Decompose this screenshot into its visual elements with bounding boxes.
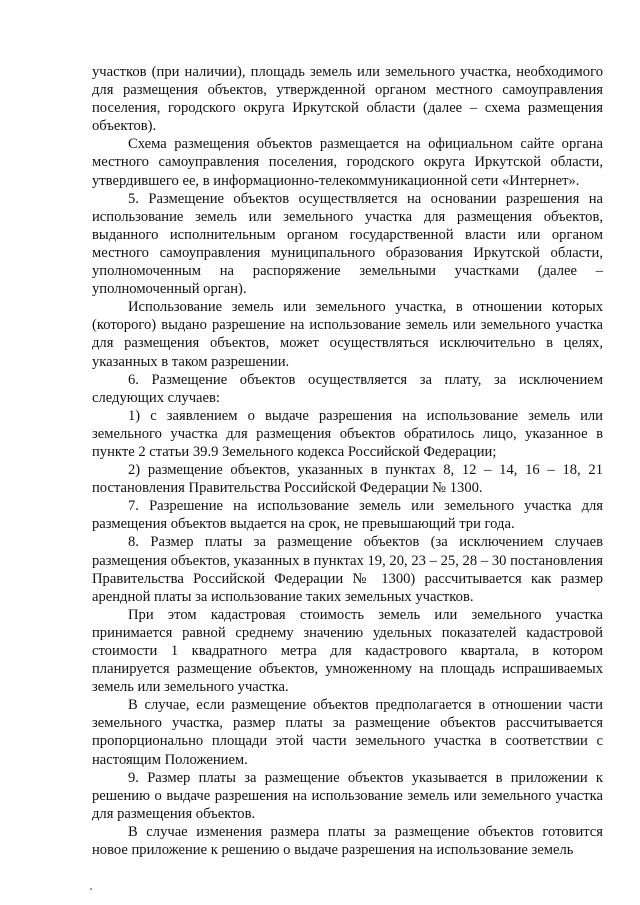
paragraph: 2) размещение объектов, указанных в пунктах 8, 12 – 14, 16 – 18, 21 постановления Правительства Российской Федерации № 1300. (92, 462, 603, 497)
scan-speck (90, 888, 92, 890)
paragraph: Схема размещения объектов размещается на официальном сайте органа местного самоуправления поселения, городского округа Иркутской области, утвердившего ее, в информационно-телекоммуникационной сети «Интернет». (92, 136, 603, 189)
paragraph: 5. Размещение объектов осуществляется на основании разрешения на использование земель или земельного участка для размещения объектов, выданного исполнительным органом государственной власти или органом местного самоуправления муниципального образования Иркутской области, уполномоченным на распоряжение земельными участками (далее – уполномоченный орган). (92, 190, 603, 298)
paragraph: 9. Размер платы за размещение объектов указывается в приложении к решению о выдаче разрешения на использование земель или земельного участка для размещения объектов. (92, 769, 603, 822)
paragraph: участков (при наличии), площадь земель или земельного участка, необходимого для размещения объектов, утвержденной органом местного самоуправления поселения, городского округа Иркутской области (далее – схема размещения объектов). (92, 64, 603, 135)
paragraph: 6. Размещение объектов осуществляется за плату, за исключением следующих случаев: (92, 371, 603, 406)
document-page (92, 63, 603, 859)
paragraph: В случае, если размещение объектов предполагается в отношении части земельного участка, размер платы за размещение объектов рассчитывается пропорционально площади этой части земельного участка в соответствии с настоящим Положением. (92, 697, 603, 768)
paragraph: В случае изменения размера платы за размещение объектов готовится новое приложение к решению о выдаче разрешения на использование земель (92, 823, 603, 859)
paragraph: Использование земель или земельного участка, в отношении которых (которого) выдано разрешение на использование земель или земельного участка для размещения объектов, может осуществляться исключительно в целях, указанных в таком разрешении. (92, 299, 603, 370)
paragraph: 1) с заявлением о выдаче разрешения на использование земель или земельного участка для размещения объектов обратилось лицо, указанное в пункте 2 статьи 39.9 Земельного кодекса Российской Федерации; (92, 407, 603, 460)
paragraph: При этом кадастровая стоимость земель или земельного участка принимается равной среднему значению удельных показателей кадастровой стоимости 1 квадратного метра для кадастрового квартала, в котором планируется размещение объектов, умноженному на площадь испрашиваемых земель или земельного участка. (92, 606, 603, 696)
paragraph: 8. Размер платы за размещение объектов (за исключением случаев размещения объектов, указанных в пунктах 19, 20, 23 – 25, 28 – 30 постановления Правительства Российской Федерации № 1300) рассчитывается как размер арендной платы за использование таких земельных участков. (92, 534, 603, 605)
paragraph: 7. Разрешение на использование земель или земельного участка для размещения объектов выдается на срок, не превышающий три года. (92, 498, 603, 533)
